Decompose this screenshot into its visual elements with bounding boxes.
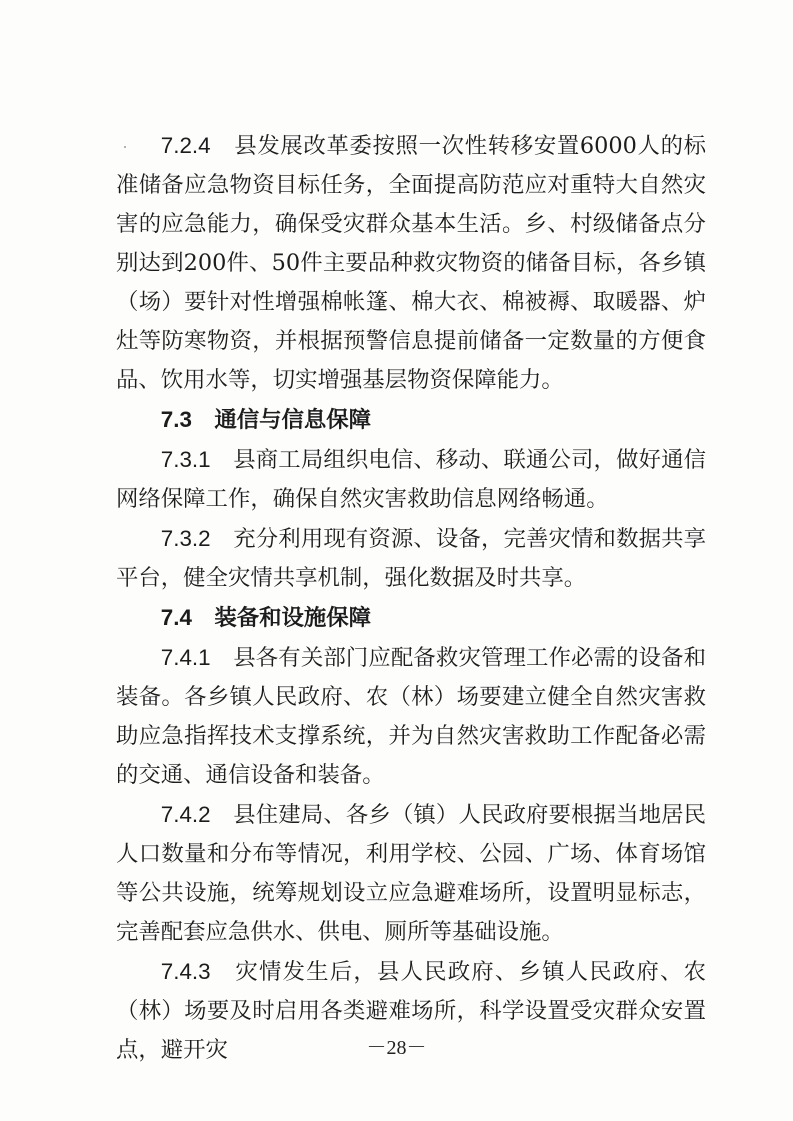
section-number: 7.3.1 bbox=[160, 447, 211, 472]
paragraph-7-4-1 bbox=[116, 638, 706, 795]
paragraph-text: 县发展改革委按照一次性转移安置6000人的标准储备应急物资目标任务，全面提高防范应对重特大自然灾害的应急能力，确保受灾群众基本生活。乡、村级储备点分别达到200件、50件主要品种救灾物资的储备目标，各乡镇（场）要针对性增强棉帐篷、棉大衣、棉被褥、取暖器、炉灶等防寒物资，并根据预警信息提前储备一定数量的方便食品、饮用水等，切实增强基层物资保障能力。 bbox=[116, 133, 707, 393]
section-number: 7.2.4 bbox=[160, 133, 211, 158]
page-number: －28－ bbox=[366, 1037, 427, 1059]
section-number: 7.4.2 bbox=[160, 802, 211, 827]
heading-7-3 bbox=[116, 400, 706, 440]
section-number: 7.4.1 bbox=[160, 645, 211, 670]
heading-text: 装备和设施保障 bbox=[214, 605, 372, 631]
paragraph-text: 县住建局、各乡（镇）人民政府要根据当地居民人口数量和分布等情况，利用学校、公园、广场、体育场馆等公共设施，统筹规划设立应急避难场所，设置明显标志，完善配套应急供水、供电、厕所等基础设施。 bbox=[116, 802, 707, 945]
paragraph-7-4-2 bbox=[116, 795, 706, 952]
paragraph-text: 县商工局组织电信、移动、联通公司，做好通信网络保障工作，确保自然灾害救助信息网络畅通。 bbox=[116, 447, 707, 512]
paragraph-7-3-1 bbox=[116, 440, 706, 519]
paragraph-7-3-2 bbox=[116, 519, 706, 598]
section-number: 7.3.2 bbox=[160, 526, 211, 551]
paragraph-7-2-4 bbox=[116, 126, 706, 400]
section-number: 7.3 bbox=[160, 407, 192, 432]
paragraph-text: 充分利用现有资源、设备，完善灾情和数据共享平台，健全灾情共享机制，强化数据及时共享。 bbox=[116, 526, 707, 591]
heading-text: 通信与信息保障 bbox=[214, 407, 372, 433]
paragraph-text: 灾情发生后，县人民政府、乡镇人民政府、农（林）场要及时启用各类避难场所，科学设置受灾群众安置点，避开灾 bbox=[116, 959, 707, 1063]
paragraph-text: 县各有关部门应配备救灾管理工作必需的设备和装备。各乡镇人民政府、农（林）场要建立健全自然灾害救助应急指挥技术支撑系统，并为自然灾害救助工作配备必需的交通、通信设备和装备。 bbox=[116, 645, 707, 788]
section-number: 7.4 bbox=[160, 605, 192, 630]
heading-7-4 bbox=[116, 598, 706, 638]
document-body bbox=[116, 126, 706, 1070]
section-number: 7.4.3 bbox=[160, 959, 211, 984]
